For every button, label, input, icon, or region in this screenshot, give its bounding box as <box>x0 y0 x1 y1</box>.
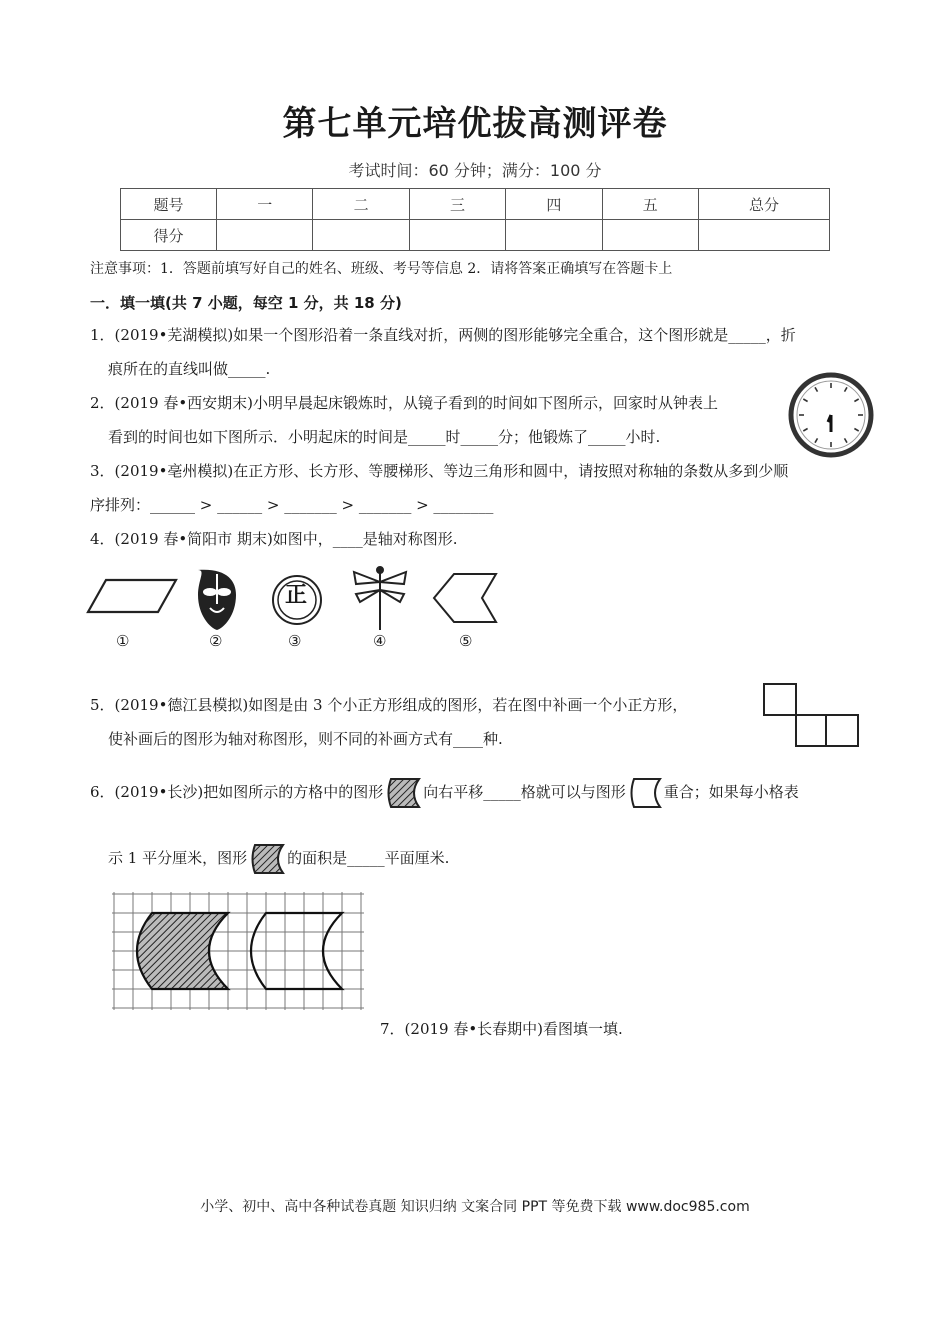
parallelogram-figure <box>88 580 176 612</box>
question-6-line1 <box>90 776 799 810</box>
figure-label-3: ③ <box>288 632 302 650</box>
notice: 注意事项：1．答题前填写好自己的姓名、班级、考号等信息 2．请将答案正确填写在答题卡上 <box>90 261 673 277</box>
table-cell: 一 <box>217 189 313 220</box>
question-3-line1: 3．(2019•亳州模拟)在正方形、长方形、等腰梯形、等边三角形和圆中，请按照对称轴的条数从多到少顺 <box>90 462 789 480</box>
three-squares-figure <box>762 682 860 748</box>
question-5-line2: 使补画后的图形为轴对称图形，则不同的补画方式有____种. <box>108 730 503 748</box>
hatched-shape-icon <box>249 842 285 876</box>
seal-character: 正 <box>284 583 307 608</box>
question-4-line1: 4．(2019 春•简阳市 期末)如图中，____是轴对称图形. <box>90 530 458 548</box>
question-5-line1: 5．(2019•德江县模拟)如图是由 3 个小正方形组成的图形，若在图中补画一个小正方形， <box>90 696 688 714</box>
opera-mask-figure <box>198 570 236 630</box>
section-heading: 一．填一填(共 7 小题，每空 1 分，共 18 分) <box>90 294 402 312</box>
score-input-cell[interactable] <box>699 220 830 251</box>
table-row <box>121 220 830 251</box>
page-title: 第七单元培优拔高测评卷 <box>282 104 668 144</box>
question-1-line2: 痕所在的直线叫做_____. <box>108 360 271 378</box>
table-cell: 四 <box>506 189 602 220</box>
table-cell: 三 <box>409 189 505 220</box>
table-cell: 五 <box>602 189 698 220</box>
table-cell: 题号 <box>121 189 217 220</box>
arrow-shape-figure <box>434 574 496 622</box>
question-1-line1: 1．(2019•芜湖模拟)如果一个图形沿着一条直线对折，两侧的图形能够完全重合，这个图形就是_____，折 <box>90 326 796 344</box>
figure-label-5: ⑤ <box>459 632 473 650</box>
score-input-cell[interactable] <box>409 220 505 251</box>
grid-translation-figure <box>112 892 364 1012</box>
question-6-text-b: 向右平移_____格就可以与图形 <box>423 783 626 801</box>
score-input-cell[interactable] <box>313 220 409 251</box>
table-cell: 二 <box>313 189 409 220</box>
question-2-line2: 看到的时间也如下图所示．小明起床的时间是_____时_____分；他锻炼了_____小时. <box>108 428 661 446</box>
dragonfly-figure <box>354 567 406 630</box>
figure-label-2: ② <box>209 632 223 650</box>
table-row <box>121 189 830 220</box>
table-cell: 得分 <box>121 220 217 251</box>
score-input-cell[interactable] <box>506 220 602 251</box>
score-input-cell[interactable] <box>217 220 313 251</box>
question-6-text-c: 重合；如果每小格表 <box>663 783 799 801</box>
clock-icon <box>788 372 874 458</box>
score-table <box>120 188 830 251</box>
question-3-line2: 序排列：______ > ______ > _______ > _______ > ________ <box>90 496 494 514</box>
question-7-line1: 7．(2019 春•长春期中)看图填一填. <box>380 1020 623 1038</box>
hatched-shape-icon <box>385 776 421 810</box>
score-input-cell[interactable] <box>602 220 698 251</box>
figure-label-1: ① <box>116 632 130 650</box>
question-2-line1: 2．(2019 春•西安期末)小明早晨起床锻炼时，从镜子看到的时间如下图所示，回家时从钟表上 <box>90 394 719 412</box>
question-6-line2 <box>108 842 449 876</box>
footer: 小学、初中、高中各种试卷真题 知识归纳 文案合同 PPT 等免费下载 www.doc985.com <box>200 1199 750 1215</box>
question-6-text-e: 的面积是_____平面厘米. <box>287 849 450 867</box>
table-cell: 总分 <box>699 189 830 220</box>
question-6-text-d: 示 1 平分厘米，图形 <box>108 849 248 867</box>
figure-label-4: ④ <box>373 632 387 650</box>
question-6-text-a: 6．(2019•长沙)把如图所示的方格中的图形 <box>90 783 384 801</box>
outline-shape-icon <box>628 776 662 810</box>
exam-info: 考试时间：60 分钟；满分：100 分 <box>348 161 602 180</box>
